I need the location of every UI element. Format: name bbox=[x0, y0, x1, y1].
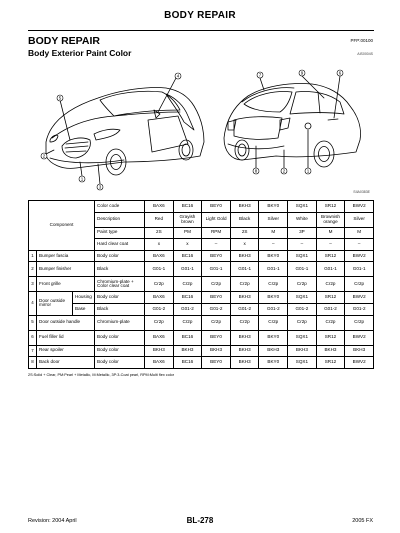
row-cell: G01-2 bbox=[345, 303, 374, 315]
row-cell: SQX1 bbox=[288, 357, 317, 369]
header-cell: RPM bbox=[202, 227, 231, 239]
header-cell: BEY0 bbox=[202, 201, 231, 213]
row-cell: BKH3 bbox=[288, 345, 317, 357]
callout-label: 7 bbox=[258, 72, 262, 78]
table-row bbox=[29, 315, 374, 330]
row-cell: Cr2p bbox=[316, 315, 345, 330]
callout-rear-8 bbox=[253, 168, 259, 174]
row-cell: SR12 bbox=[316, 250, 345, 262]
row-cell: BAX6 bbox=[145, 357, 174, 369]
row-cell: BAX6 bbox=[145, 292, 174, 304]
footer-page-number: BL-278 bbox=[186, 516, 214, 525]
header-cell: 2S bbox=[145, 227, 174, 239]
vehicle-illustration bbox=[28, 64, 374, 198]
row-cell: G01-2 bbox=[145, 303, 174, 315]
row-cell: G01-2 bbox=[202, 303, 231, 315]
footer-revision: Revision: 2004 April bbox=[28, 518, 77, 524]
row-cell: BKY0 bbox=[259, 330, 288, 345]
row-cell: BWV2 bbox=[345, 250, 374, 262]
row-cell: BKH3 bbox=[259, 345, 288, 357]
row-cell: BKH3 bbox=[316, 345, 345, 357]
callout-label: 2 bbox=[282, 168, 286, 174]
row-cell: G01-2 bbox=[173, 303, 202, 315]
callout-label: 5 bbox=[58, 95, 62, 101]
row-cell: BKH3 bbox=[145, 345, 174, 357]
header-cell: Grayish brown bbox=[173, 212, 202, 227]
row-cell: Cr2p bbox=[316, 277, 345, 292]
header-cell: Red bbox=[145, 212, 174, 227]
header-label: Paint type bbox=[95, 227, 145, 239]
row-cell: BKY0 bbox=[259, 250, 288, 262]
table-row bbox=[29, 292, 374, 304]
callout-label: 8 bbox=[254, 168, 258, 174]
header-cell: – bbox=[288, 239, 317, 251]
subsection-title: Body Exterior Paint Color bbox=[28, 48, 132, 58]
row-cell: Cr2p bbox=[230, 315, 259, 330]
callout-label: 1 bbox=[80, 176, 84, 182]
row-cell: BKH3 bbox=[230, 330, 259, 345]
rear-view-car bbox=[224, 76, 361, 168]
row-cell: G01-2 bbox=[316, 303, 345, 315]
row-cell: Cr2p bbox=[173, 315, 202, 330]
row-cell: BEY0 bbox=[202, 357, 231, 369]
row-cell: G01-2 bbox=[288, 303, 317, 315]
subsection-code: AIS0004S bbox=[357, 52, 373, 56]
row-cell: Cr2p bbox=[202, 277, 231, 292]
row-part: Front grille bbox=[37, 277, 95, 292]
callout-label: 2 bbox=[42, 153, 46, 159]
row-cell: BC16 bbox=[173, 250, 202, 262]
header-cell: M bbox=[316, 227, 345, 239]
header-cell: – bbox=[316, 239, 345, 251]
paint-type-legend: 2S:Solid + Clear, PM:Pearl + Metallic, M:Metallic, 3P:3-Coat pearl, RPM:Multi flex color bbox=[28, 373, 175, 377]
header-cell: x bbox=[173, 239, 202, 251]
front-view-car bbox=[46, 78, 204, 184]
row-type: Body color bbox=[95, 250, 145, 262]
callout-front-3 bbox=[97, 184, 103, 190]
header-cell: Black bbox=[230, 212, 259, 227]
row-cell: BKH3 bbox=[230, 345, 259, 357]
header-cell: Silver bbox=[259, 212, 288, 227]
row-cell: BC16 bbox=[173, 357, 202, 369]
callout-rear-9 bbox=[299, 70, 305, 76]
row-cell: G01-1 bbox=[259, 262, 288, 277]
row-cell: BEY0 bbox=[202, 250, 231, 262]
header-rule bbox=[28, 30, 374, 31]
row-cell: BWV2 bbox=[345, 357, 374, 369]
header-cell: Light Gold bbox=[202, 212, 231, 227]
row-cell: SR12 bbox=[316, 292, 345, 304]
footer-model: 2005 FX bbox=[352, 518, 373, 524]
header-cell: White bbox=[288, 212, 317, 227]
row-part: Fuel filler lid bbox=[37, 330, 95, 345]
row-number: 2 bbox=[29, 262, 37, 277]
callout-front-5 bbox=[57, 95, 63, 101]
row-cell: SQX1 bbox=[288, 250, 317, 262]
row-cell: BAX6 bbox=[145, 250, 174, 262]
row-cell: Cr2p bbox=[230, 277, 259, 292]
header-cell: 2S bbox=[230, 227, 259, 239]
row-type: Black bbox=[95, 303, 145, 315]
row-cell: SQX1 bbox=[288, 292, 317, 304]
table-row bbox=[29, 330, 374, 345]
callout-label: 9 bbox=[300, 70, 304, 76]
row-cell: Cr2p bbox=[288, 277, 317, 292]
row-cell: G01-1 bbox=[316, 262, 345, 277]
row-cell: SQX1 bbox=[288, 330, 317, 345]
row-cell: Cr2p bbox=[202, 315, 231, 330]
row-cell: BWV2 bbox=[345, 292, 374, 304]
row-cell: G01-2 bbox=[230, 303, 259, 315]
row-cell: Cr2p bbox=[345, 315, 374, 330]
page-header-title: BODY REPAIR bbox=[164, 10, 236, 21]
table-row bbox=[29, 357, 374, 369]
row-cell: SR12 bbox=[316, 330, 345, 345]
header-cell: 3P bbox=[288, 227, 317, 239]
header-cell: BKY0 bbox=[259, 201, 288, 213]
callout-label: 6 bbox=[338, 70, 342, 76]
table-row bbox=[29, 277, 374, 292]
row-cell: BEY0 bbox=[202, 330, 231, 345]
row-cell: Cr2p bbox=[259, 315, 288, 330]
row-part: Bumper finisher bbox=[37, 262, 95, 277]
row-cell: BWV2 bbox=[345, 330, 374, 345]
row-type: Body color bbox=[95, 292, 145, 304]
table-row bbox=[29, 345, 374, 357]
callout-rear-2 bbox=[281, 168, 287, 174]
row-cell: G01-1 bbox=[288, 262, 317, 277]
table-row bbox=[29, 303, 374, 315]
row-number: 5 bbox=[29, 315, 37, 330]
header-cell: BKH3 bbox=[230, 201, 259, 213]
header-cell: SR12 bbox=[316, 201, 345, 213]
row-cell: Cr2p bbox=[145, 277, 174, 292]
row-part: Back door bbox=[37, 357, 95, 369]
row-type: Black bbox=[95, 262, 145, 277]
header-cell: Silver bbox=[345, 212, 374, 227]
row-cell: SR12 bbox=[316, 357, 345, 369]
row-part: Door outside handle bbox=[37, 315, 95, 330]
callout-rear-6 bbox=[337, 70, 343, 76]
row-cell: BC16 bbox=[173, 292, 202, 304]
row-cell: BKH3 bbox=[202, 345, 231, 357]
row-type: Body color bbox=[95, 330, 145, 345]
callout-front-1 bbox=[79, 176, 85, 182]
row-cell: BAX6 bbox=[145, 330, 174, 345]
row-type: Chromium-plate bbox=[95, 315, 145, 330]
header-cell: – bbox=[345, 239, 374, 251]
row-cell: G01-1 bbox=[345, 262, 374, 277]
row-cell: Cr2p bbox=[345, 277, 374, 292]
row-cell: BKH3 bbox=[230, 357, 259, 369]
component-header: Component bbox=[29, 201, 95, 251]
row-number: 3 bbox=[29, 277, 37, 292]
header-cell: M bbox=[345, 227, 374, 239]
header-cell: BC16 bbox=[173, 201, 202, 213]
callout-label: 1 bbox=[306, 168, 310, 174]
row-type: Chromium-plate + Color clear coat bbox=[95, 277, 145, 292]
row-number: 7 bbox=[29, 345, 37, 357]
row-cell: G01-1 bbox=[230, 262, 259, 277]
table-row bbox=[29, 250, 374, 262]
row-cell: BKY0 bbox=[259, 292, 288, 304]
callout-group bbox=[41, 70, 343, 190]
callout-front-4 bbox=[175, 73, 181, 79]
callout-front-2 bbox=[41, 153, 47, 159]
table-row bbox=[29, 262, 374, 277]
row-cell: G01-2 bbox=[259, 303, 288, 315]
row-part: Rear spoiler bbox=[37, 345, 95, 357]
row-number: 4 bbox=[29, 292, 37, 315]
row-cell: G01-1 bbox=[202, 262, 231, 277]
header-cell: Brownish orange bbox=[316, 212, 345, 227]
row-cell: Cr2p bbox=[288, 315, 317, 330]
row-cell: Cr2p bbox=[145, 315, 174, 330]
row-type: Body color bbox=[95, 345, 145, 357]
header-label: Color code bbox=[95, 201, 145, 213]
callout-label: 3 bbox=[98, 184, 102, 190]
header-cell: x bbox=[230, 239, 259, 251]
row-number: 1 bbox=[29, 250, 37, 262]
row-subpart: Housing bbox=[73, 292, 95, 304]
section-title: BODY REPAIR bbox=[28, 35, 100, 47]
row-part: Door outside mirror bbox=[37, 292, 73, 315]
row-type: Body color bbox=[95, 357, 145, 369]
figure-code: SIIA0383E bbox=[353, 190, 370, 194]
row-cell: G01-1 bbox=[145, 262, 174, 277]
row-part: Bumper fascia bbox=[37, 250, 95, 262]
paint-color-table bbox=[28, 200, 374, 369]
header-cell: PM bbox=[173, 227, 202, 239]
row-cell: BKH3 bbox=[230, 250, 259, 262]
row-cell: BC16 bbox=[173, 330, 202, 345]
row-cell: BEY0 bbox=[202, 292, 231, 304]
row-cell: BKH3 bbox=[230, 292, 259, 304]
row-cell: Cr2p bbox=[259, 277, 288, 292]
row-cell: BKH3 bbox=[173, 345, 202, 357]
callout-label: 4 bbox=[176, 73, 180, 79]
table-header-row bbox=[29, 201, 374, 213]
section-code: PFP:00100 bbox=[350, 38, 373, 43]
row-subpart: Base bbox=[73, 303, 95, 315]
row-cell: BKH3 bbox=[345, 345, 374, 357]
header-cell: M bbox=[259, 227, 288, 239]
row-cell: G01-1 bbox=[173, 262, 202, 277]
header-cell: – bbox=[259, 239, 288, 251]
header-cell: x bbox=[145, 239, 174, 251]
header-cell: BAX6 bbox=[145, 201, 174, 213]
header-label: Description bbox=[95, 212, 145, 227]
row-number: 6 bbox=[29, 330, 37, 345]
row-number: 8 bbox=[29, 357, 37, 369]
header-cell: BWV2 bbox=[345, 201, 374, 213]
header-label: Hard clear coat bbox=[95, 239, 145, 251]
row-cell: BKY0 bbox=[259, 357, 288, 369]
callout-rear-1 bbox=[305, 168, 311, 174]
header-cell: – bbox=[202, 239, 231, 251]
row-cell: Cr2p bbox=[173, 277, 202, 292]
callout-rear-7 bbox=[257, 72, 263, 78]
header-cell: SQX1 bbox=[288, 201, 317, 213]
